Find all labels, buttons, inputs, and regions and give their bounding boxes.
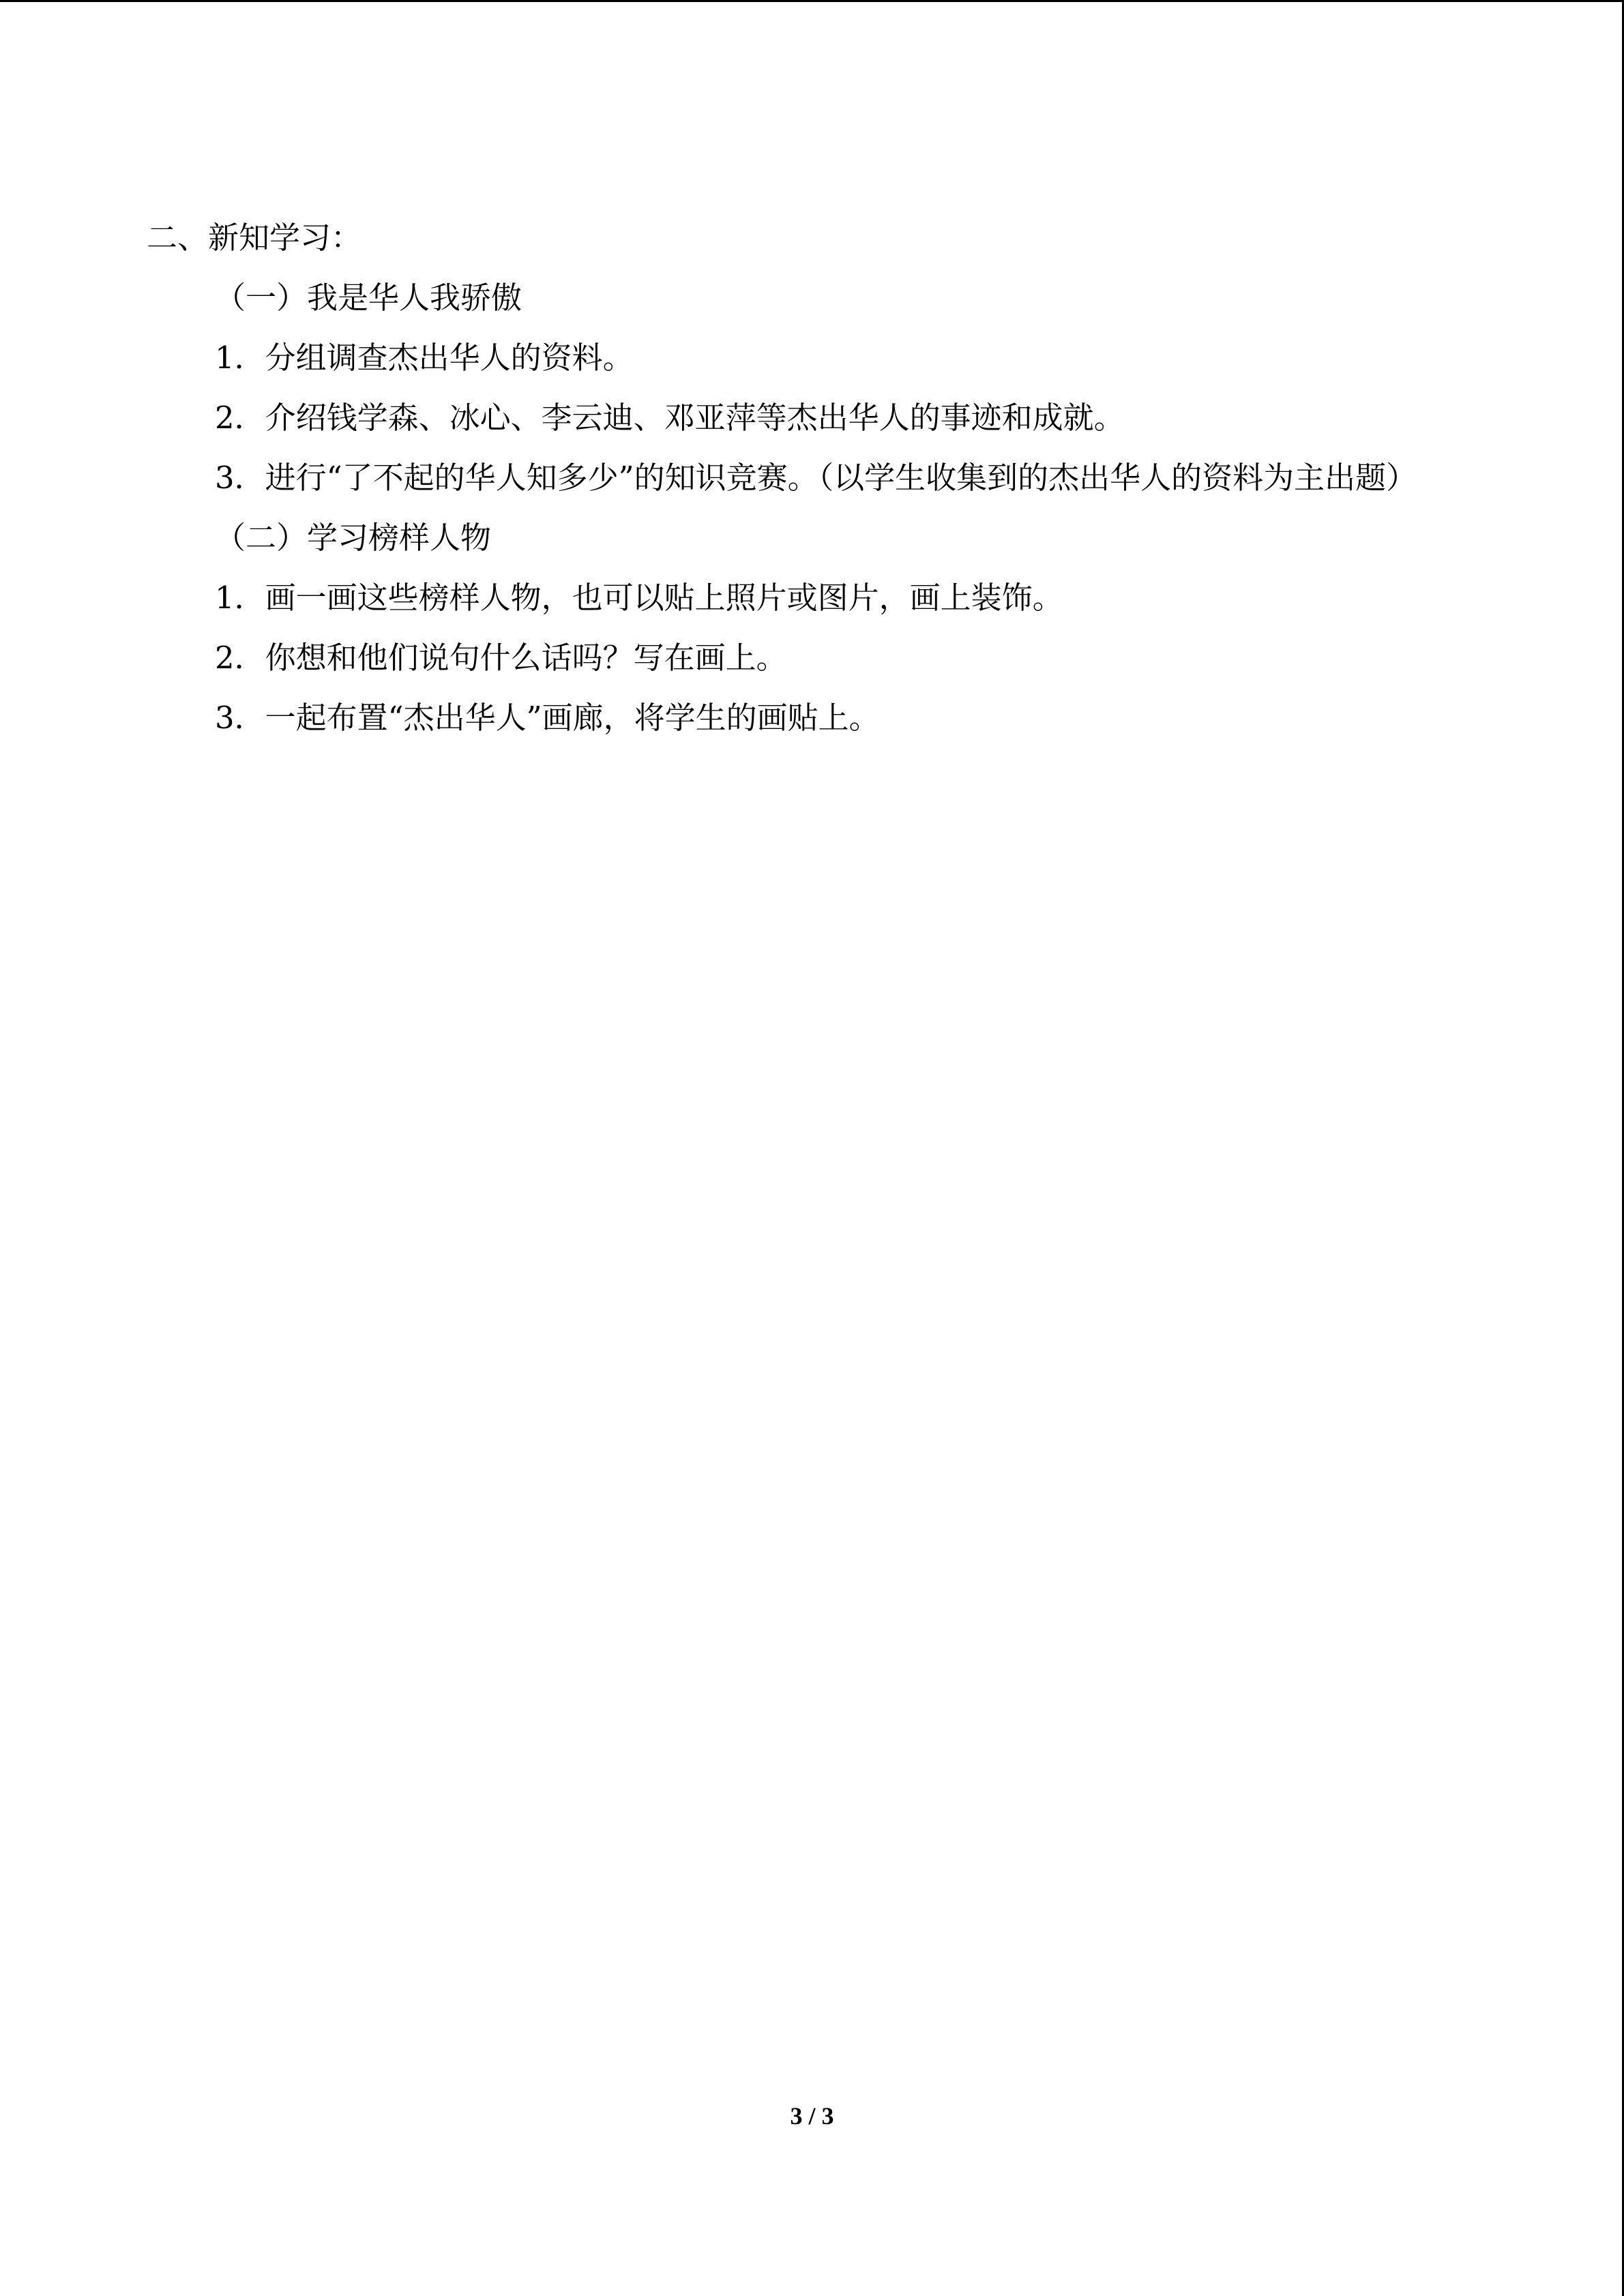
list-item: 2．介绍钱学森、冰心、李云迪、邓亚萍等杰出华人的事迹和成就。 (215, 400, 1125, 436)
list-item: 1．画一画这些榜样人物，也可以贴上照片或图片，画上装饰。 (215, 580, 1063, 616)
subsection-heading-1: （一）我是华人我骄傲 (215, 280, 522, 316)
subsection-heading-2: （二）学习榜样人物 (215, 520, 492, 556)
section-title: 二、新知学习： (147, 220, 362, 256)
list-item: 1．分组调查杰出华人的资料。 (215, 340, 634, 376)
document-body (147, 208, 1463, 748)
page-number: 3 / 3 (790, 2102, 834, 2130)
list-item: 2．你想和他们说句什么话吗？写在画上。 (215, 640, 787, 676)
list-item: 3．进行“了不起的华人知多少”的知识竞赛。（以学生收集到的杰出华人的资料为主出题） (215, 460, 1417, 496)
list-item: 3．一起布置“杰出华人”画廊，将学生的画贴上。 (215, 700, 880, 736)
